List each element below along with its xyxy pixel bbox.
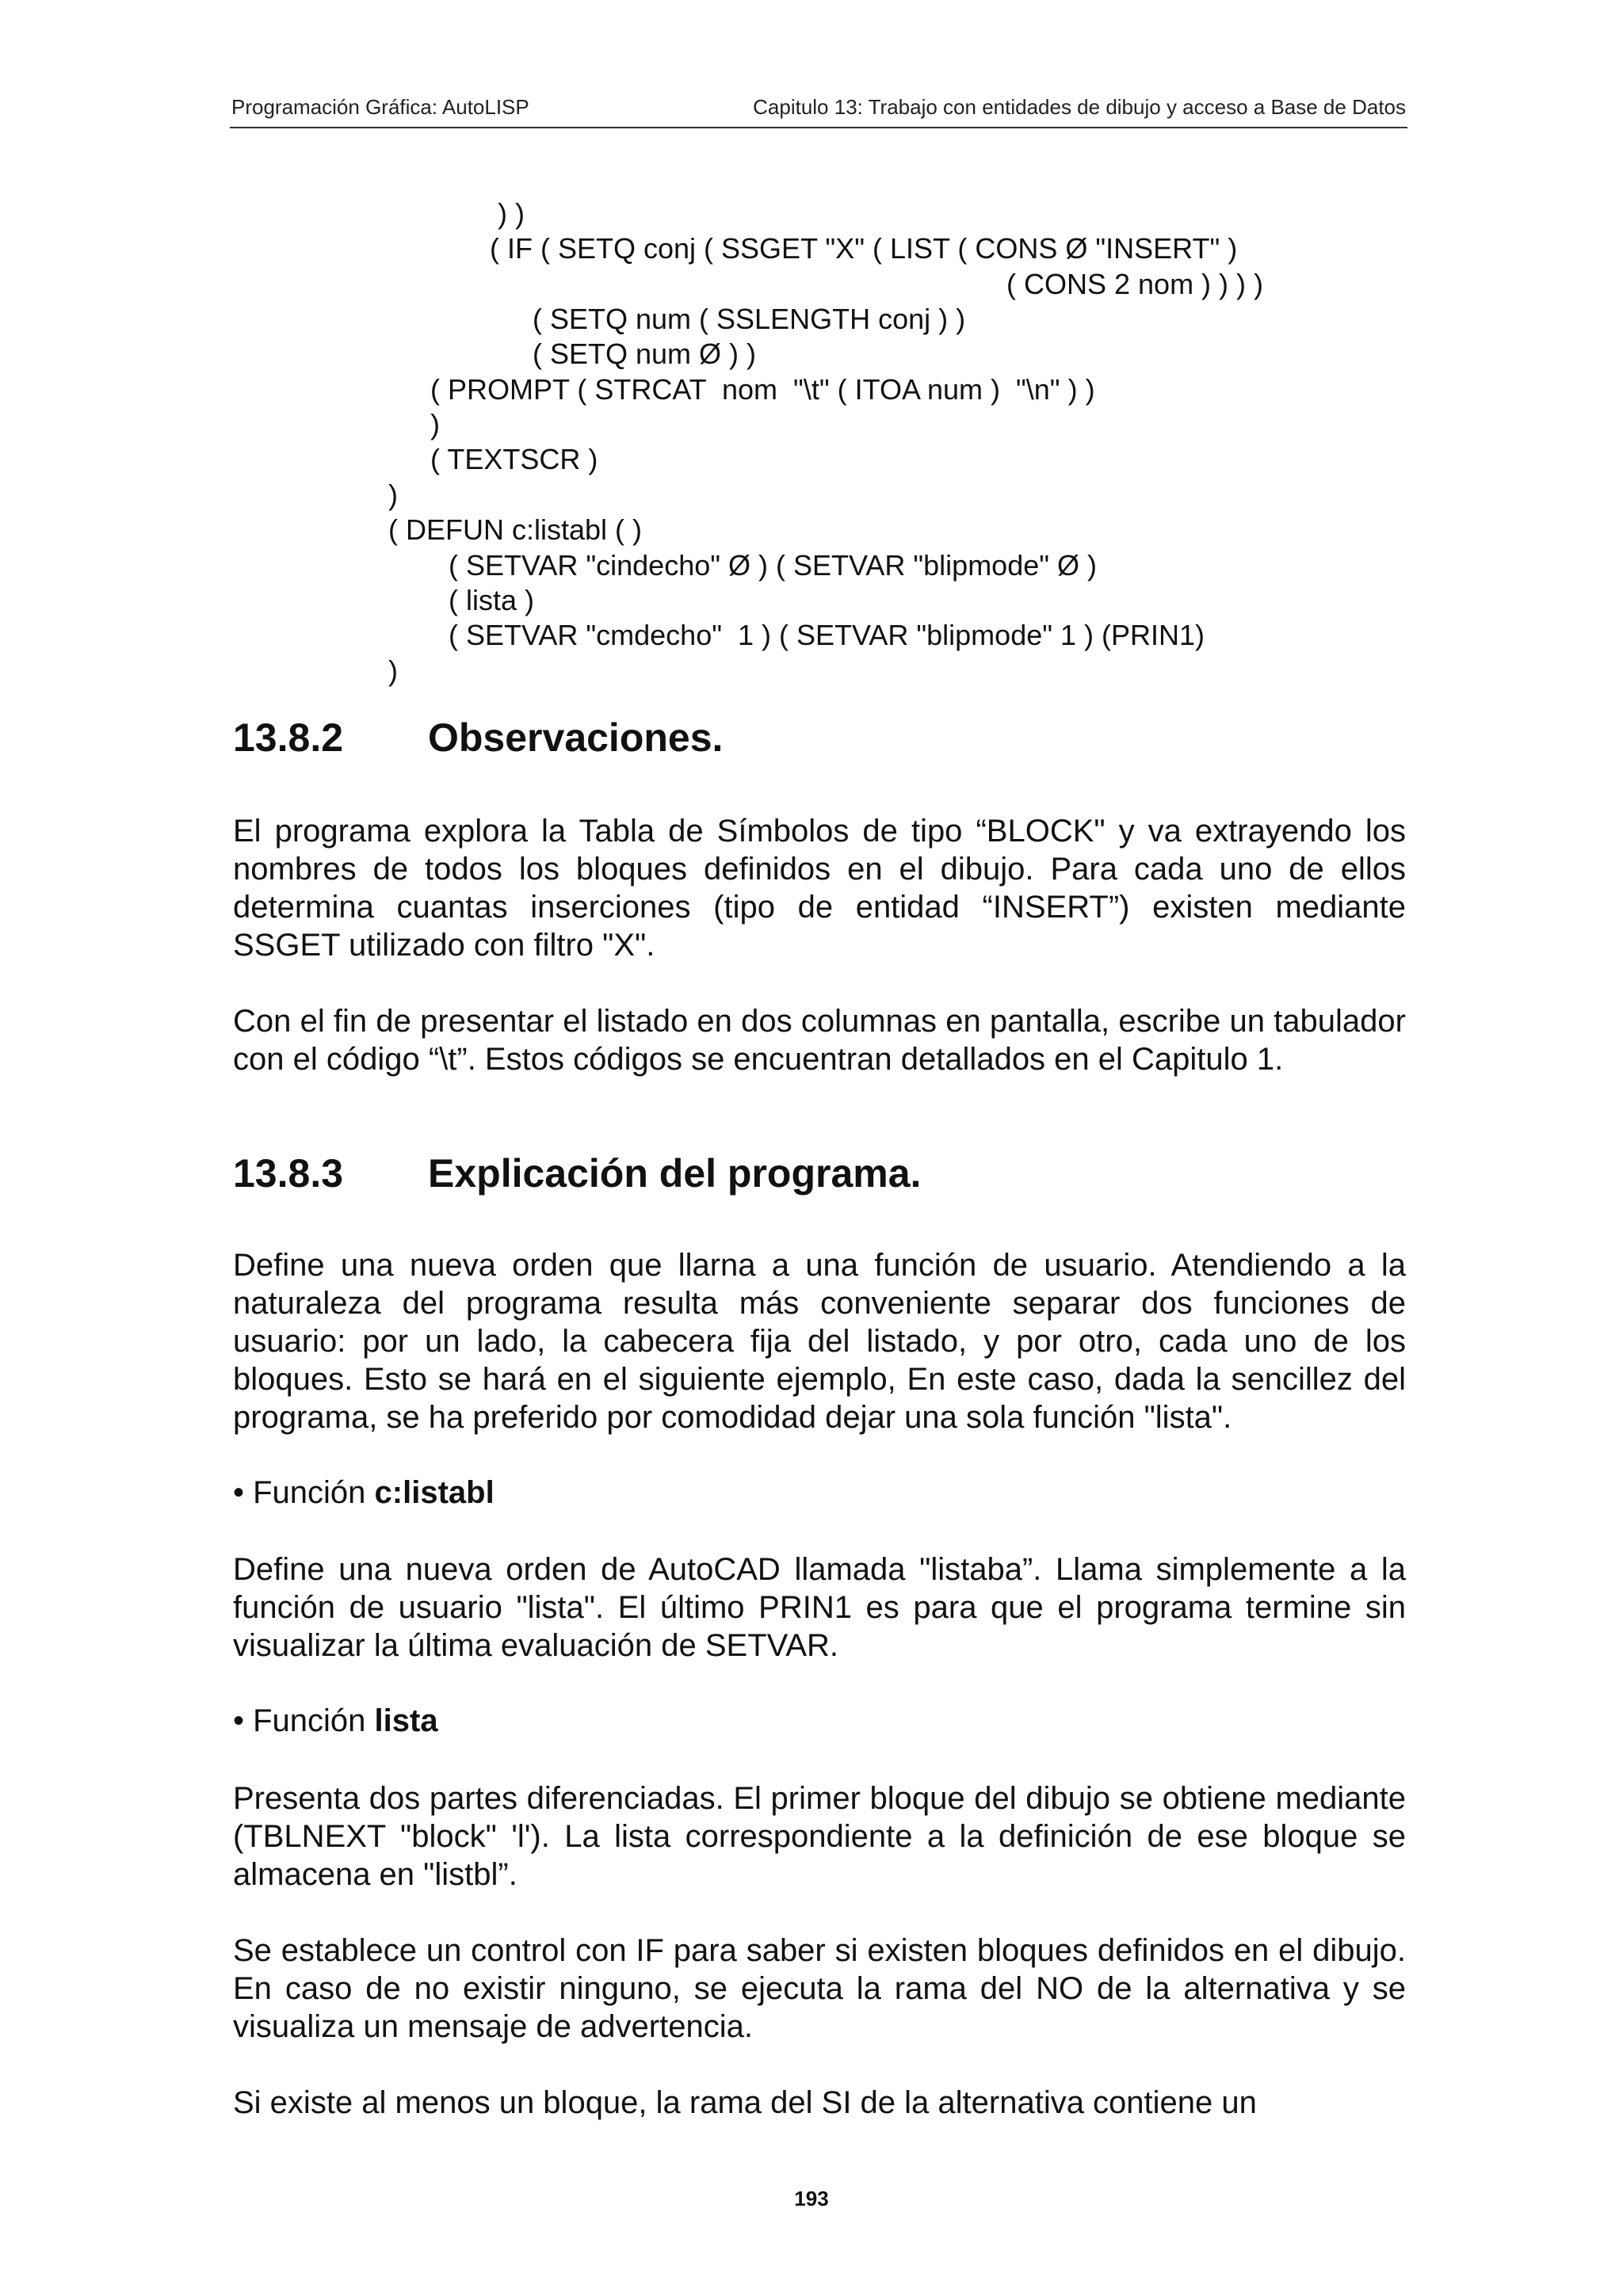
header-book-title: Programación Gráfica: AutoLISP: [231, 95, 529, 119]
code-line: ): [388, 479, 398, 511]
header-rule: [230, 127, 1407, 128]
bullet-prefix: • Función: [233, 1703, 375, 1738]
code-line: ( TEXTSCR ): [430, 443, 598, 475]
section-title: Explicación del programa.: [428, 1151, 922, 1196]
paragraph-observaciones-2: Con el fin de presentar el listado en dos columnas en pantalla, escribe un tabulador con el código “\t”. Estos códigos se encuentran detallados en el Capitulo 1.: [233, 1004, 1406, 1077]
code-line: ( SETVAR "cmdecho" 1 ) ( SETVAR "blipmode" 1 ) (PRIN1): [449, 619, 1205, 651]
code-line: ( PROMPT ( STRCAT nom "\t" ( ITOA num ) "\n" ) ): [430, 373, 1095, 406]
section-heading-observaciones: [233, 715, 723, 761]
code-line: ( DEFUN c:listabl ( ): [388, 513, 643, 546]
code-line: ( lista ): [449, 584, 534, 616]
paragraph-lista-1: Presenta dos partes diferenciadas. El primer bloque del dibujo se obtiene mediante (TBLNEXT "block" 'l'). La lista correspondiente a la definición de ese bloque se almacena en "listbl”.: [233, 1781, 1406, 1892]
code-line: ( SETQ num Ø ) ): [533, 338, 757, 370]
bullet-funcion-lista: [233, 1702, 438, 1740]
code-line: ): [388, 654, 398, 687]
running-header: [231, 95, 1406, 120]
paragraph-lista-2: Se establece un control con IF para saber si existen bloques definidos en el dibujo. En caso de no existir ninguno, se ejecuta la rama del NO de la alternativa y se visualiza un mensaje de advertencia.: [233, 1933, 1406, 2044]
paragraph-lista-3: Si existe al menos un bloque, la rama del SI de la alternativa contiene un: [233, 2085, 1257, 2120]
paragraph-observaciones-1: El programa explora la Tabla de Símbolos de tipo “BLOCK" y va extrayendo los nombres de todos los bloques definidos en el dibujo. Para cada uno de ellos determina cuantas inserciones (tipo de entidad “INSERT”) existen mediante SSGET utilizado con filtro "X".: [233, 814, 1406, 963]
paragraph-listabl: Define una nueva orden de AutoCAD llamada "listaba”. Llama simplemente a la función de usuario "lista". El último PRIN1 es para que el programa termine sin visualizar la última evaluación de SETVAR.: [233, 1552, 1406, 1663]
code-line: ( SETVAR "cindecho" Ø ) ( SETVAR "blipmode" Ø ): [449, 549, 1098, 582]
bullet-prefix: • Función: [233, 1475, 375, 1510]
bullet-funcion-listabl: [233, 1474, 495, 1512]
code-line: ): [430, 408, 440, 441]
section-number: 13.8.3: [233, 1151, 344, 1196]
code-line: ( SETQ num ( SSLENGTH conj ) ): [533, 303, 966, 335]
header-chapter-title: Capitulo 13: Trabajo con entidades de dibujo y acceso a Base de Datos: [753, 95, 1406, 119]
paragraph-explicacion-1: Define una nueva orden que llarna a una función de usuario. Atendiendo a la naturaleza del programa resulta más conveniente separar dos funciones de usuario: por un lado, la cabecera fija del listado, y por otro, cada uno de los bloques. Esto se hará en el siguiente ejemplo, En este caso, dada la sencillez del programa, se ha preferido por comodidad dejar una sola función "lista".: [233, 1248, 1406, 1435]
code-line: ) ): [498, 197, 525, 230]
section-heading-explicacion: [233, 1150, 921, 1196]
code-line: ( IF ( SETQ conj ( SSGET "X" ( LIST ( CONS Ø "INSERT" ): [490, 232, 1238, 265]
section-number: 13.8.2: [233, 715, 344, 760]
section-title: Observaciones.: [428, 715, 724, 760]
page-number: 193: [794, 2187, 829, 2210]
code-line: ( CONS 2 nom ) ) ) ): [1006, 268, 1264, 300]
function-name: c:listabl: [374, 1475, 495, 1510]
function-name: lista: [374, 1703, 438, 1738]
